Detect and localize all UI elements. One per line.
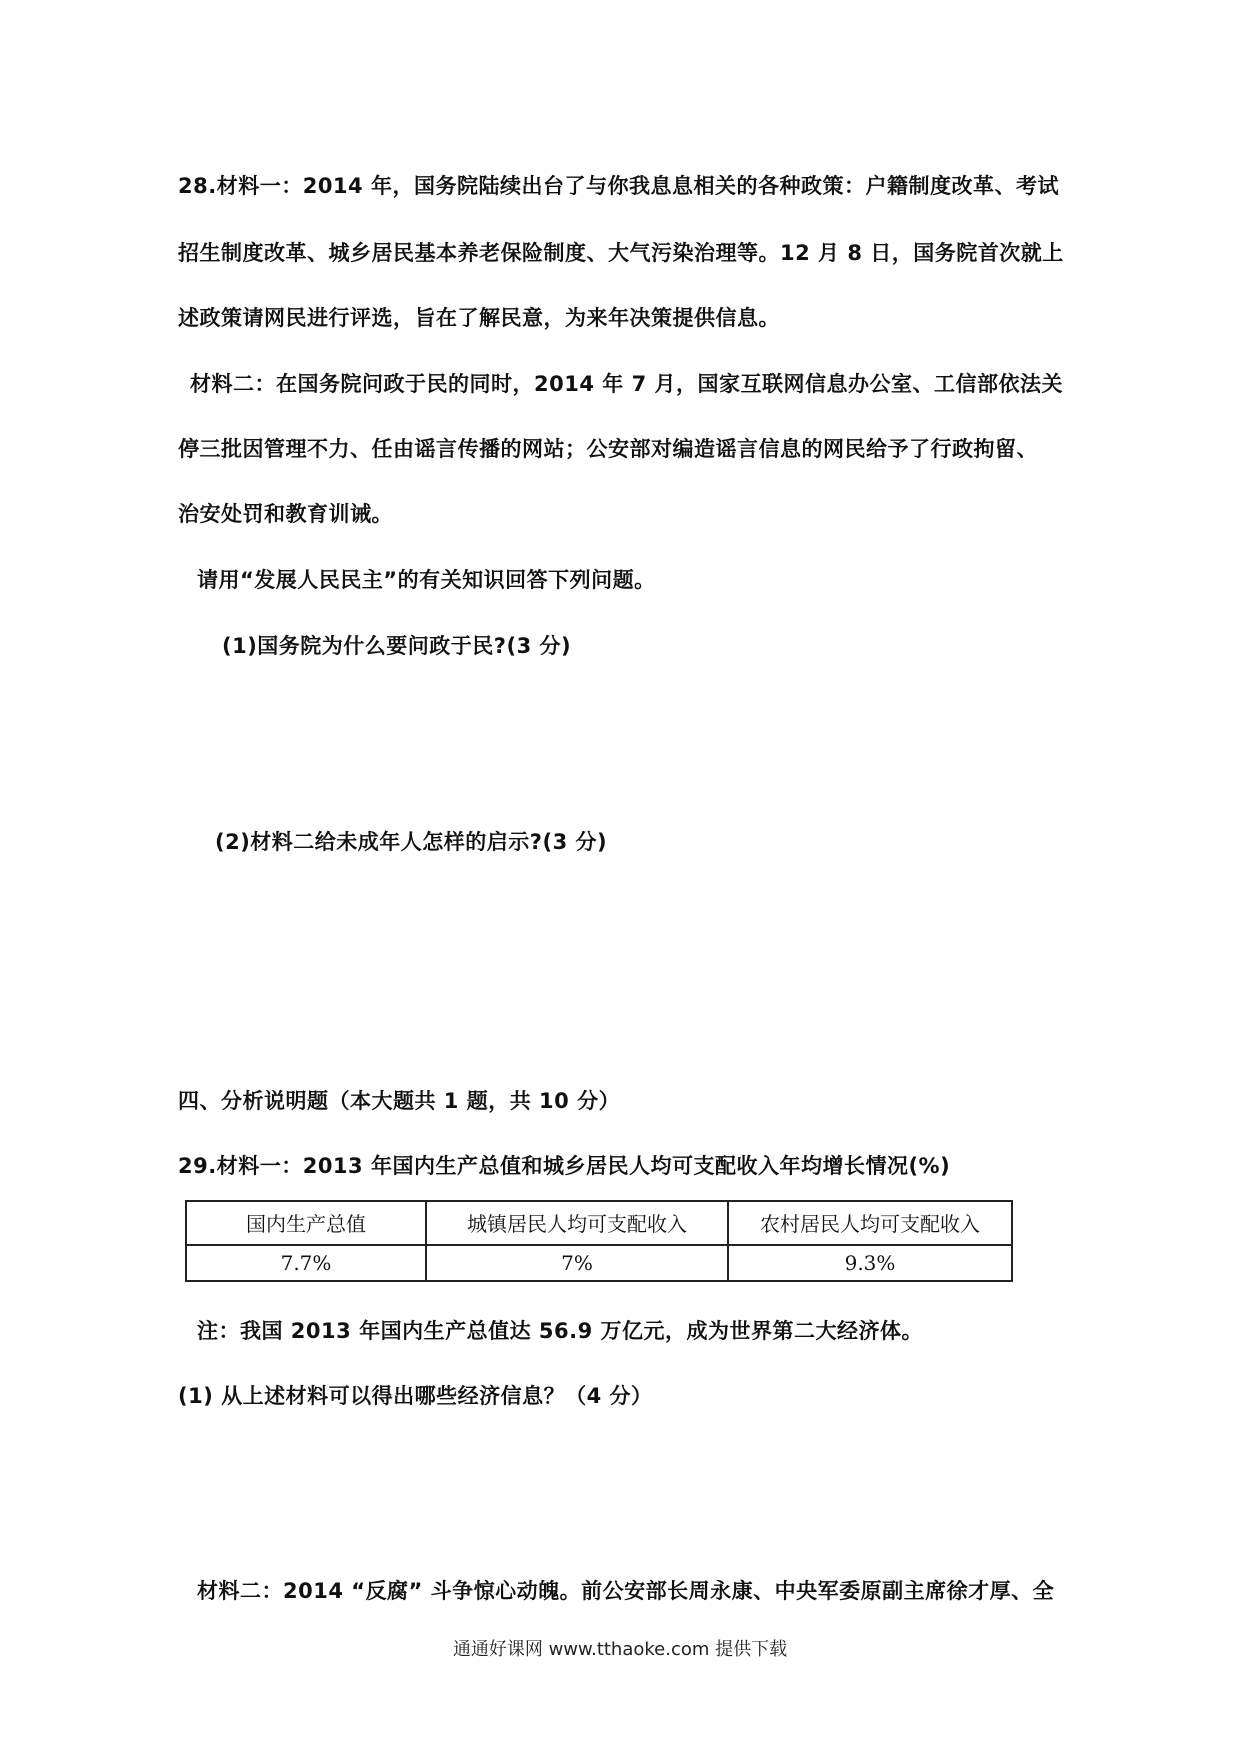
q29-note: 注：我国 2013 年国内生产总值达 56.9 万亿元，成为世界第二大经济体。 [197, 1319, 924, 1343]
table-cell: 7.7% [186, 1245, 426, 1282]
growth-table [185, 1200, 1013, 1282]
q28-material2-line3: 治安处罚和教育训诫。 [178, 502, 393, 526]
q28-question-1: (1)国务院为什么要问政于民?(3 分) [222, 634, 572, 658]
q28-material1-line1: 28.材料一：2014 年，国务院陆续出台了与你我息息相关的各种政策：户籍制度改革、考试 [178, 174, 1059, 198]
table-cell: 7% [426, 1245, 728, 1282]
q28-material2-line2: 停三批因管理不力、任由谣言传播的网站；公安部对编造谣言信息的网民给予了行政拘留、 [178, 437, 1038, 461]
q28-material1-line3: 述政策请网民进行评选，旨在了解民意，为来年决策提供信息。 [178, 306, 780, 330]
q29-question-1: (1) 从上述材料可以得出哪些经济信息？（4 分） [178, 1384, 653, 1408]
q29-material1: 29.材料一：2013 年国内生产总值和城乡居民人均可支配收入年均增长情况(%) [178, 1154, 951, 1178]
table-row [186, 1245, 1012, 1282]
q28-instruction: 请用“发展人民民主”的有关知识回答下列问题。 [197, 568, 656, 592]
table-header-row [186, 1201, 1012, 1245]
table-header-cell: 农村居民人均可支配收入 [728, 1201, 1012, 1245]
table-header-cell: 城镇居民人均可支配收入 [426, 1201, 728, 1245]
q28-material1-line2: 招生制度改革、城乡居民基本养老保险制度、大气污染治理等。12 月 8 日，国务院首次就上 [178, 241, 1064, 265]
footer-credit: 通通好课网 www.tthaoke.com 提供下载 [452, 1639, 788, 1660]
section-4-heading: 四、分析说明题（本大题共 1 题，共 10 分） [178, 1089, 621, 1113]
q28-material2-line1: 材料二：在国务院问政于民的同时，2014 年 7 月，国家互联网信息办公室、工信部依法关 [190, 372, 1063, 396]
q29-material2: 材料二：2014 “反腐” 斗争惊心动魄。前公安部长周永康、中央军委原副主席徐才厚、全 [197, 1579, 1055, 1603]
q28-question-2: (2)材料二给未成年人怎样的启示?(3 分) [215, 830, 608, 854]
table-header-cell: 国内生产总值 [186, 1201, 426, 1245]
table-cell: 9.3% [728, 1245, 1012, 1282]
